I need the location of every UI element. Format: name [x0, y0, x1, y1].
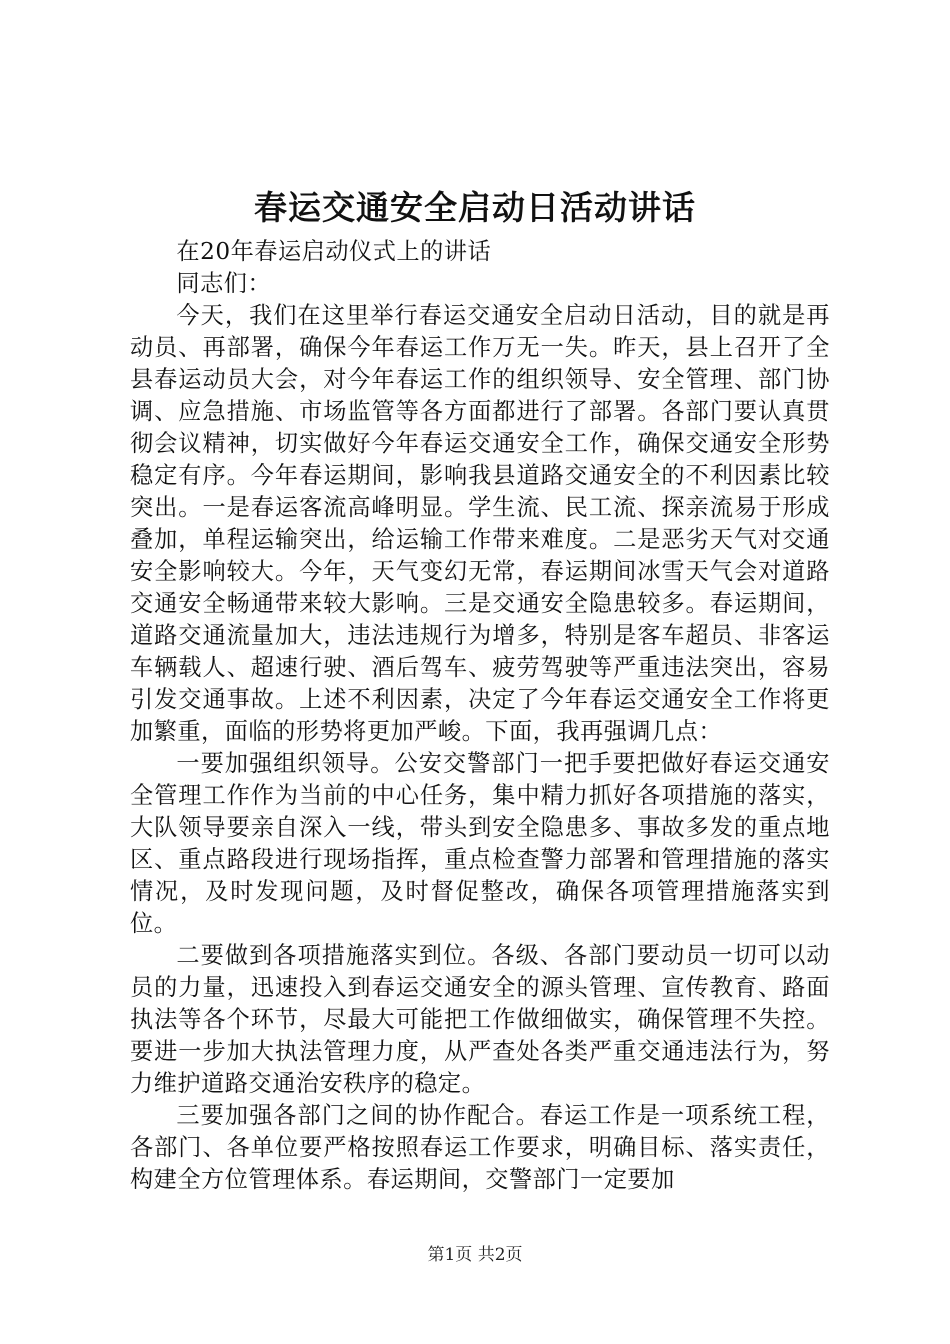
paragraph-intro: 今天，我们在这里举行春运交通安全启动日活动，目的就是再动员、再部署，确保今年春运工作万无一失。昨天，县上召开了全县春运动员大会，对今年春运工作的组织领导、安全管理、部门协调、应急措施、市场监管等各方面都进行了部署。各部门要认真贯彻会议精神，切实做好今年春运交通安全工作，确保交通安全形势稳定有序。今年春运期间，影响我县道路交通安全的不利因素比较突出。一是春运客流高峰明显。学生流、民工流、探亲流易于形成叠加，单程运输突出，给运输工作带来难度。二是恶劣天气对交通安全影响较大。今年，天气变幻无常，春运期间冰雪天气会对道路交通安全畅通带来较大影响。三是交通安全隐患较多。春运期间，道路交通流量加大，违法违规行为增多，特别是客车超员、非客运车辆载人、超速行驶、酒后驾车、疲劳驾驶等严重违法突出，容易引发交通事故。上述不利因素，决定了今年春运交通安全工作将更加繁重，面临的形势将更加严峻。下面，我再强调几点： [130, 302, 830, 745]
paragraph-point-one: 一要加强组织领导。公安交警部门一把手要把做好春运交通安全管理工作作为当前的中心任务，集中精力抓好各项措施的落实，大队领导要亲自深入一线，带头到安全隐患多、事故多发的重点地区、重点路段进行现场指挥，重点检查警力部署和管理措施的落实情况，及时发现问题，及时督促整改，确保各项管理措施落实到位。 [130, 750, 830, 937]
salutation: 同志们： [176, 270, 272, 297]
page-number: 第1页 共2页 [427, 1245, 523, 1265]
subtitle-line: 在20年春运启动仪式上的讲话 [176, 238, 492, 265]
document-body [130, 236, 830, 1196]
paragraph-point-two: 二要做到各项措施落实到位。各级、各部门要动员一切可以动员的力量，迅速投入到春运交通安全的源头管理、宣传教育、路面执法等各个环节，尽最大可能把工作做细做实，确保管理不失控。要进一步加大执法管理力度，从严查处各类严重交通违法行为，努力维护道路交通治安秩序的稳定。 [130, 942, 830, 1097]
document-title: 春运交通安全启动日活动讲话 [254, 188, 696, 227]
paragraph-point-three: 三要加强各部门之间的协作配合。春运工作是一项系统工程，各部门、各单位要严格按照春运工作要求，明确目标、落实责任，构建全方位管理体系。春运期间，交警部门一定要加 [130, 1102, 830, 1193]
